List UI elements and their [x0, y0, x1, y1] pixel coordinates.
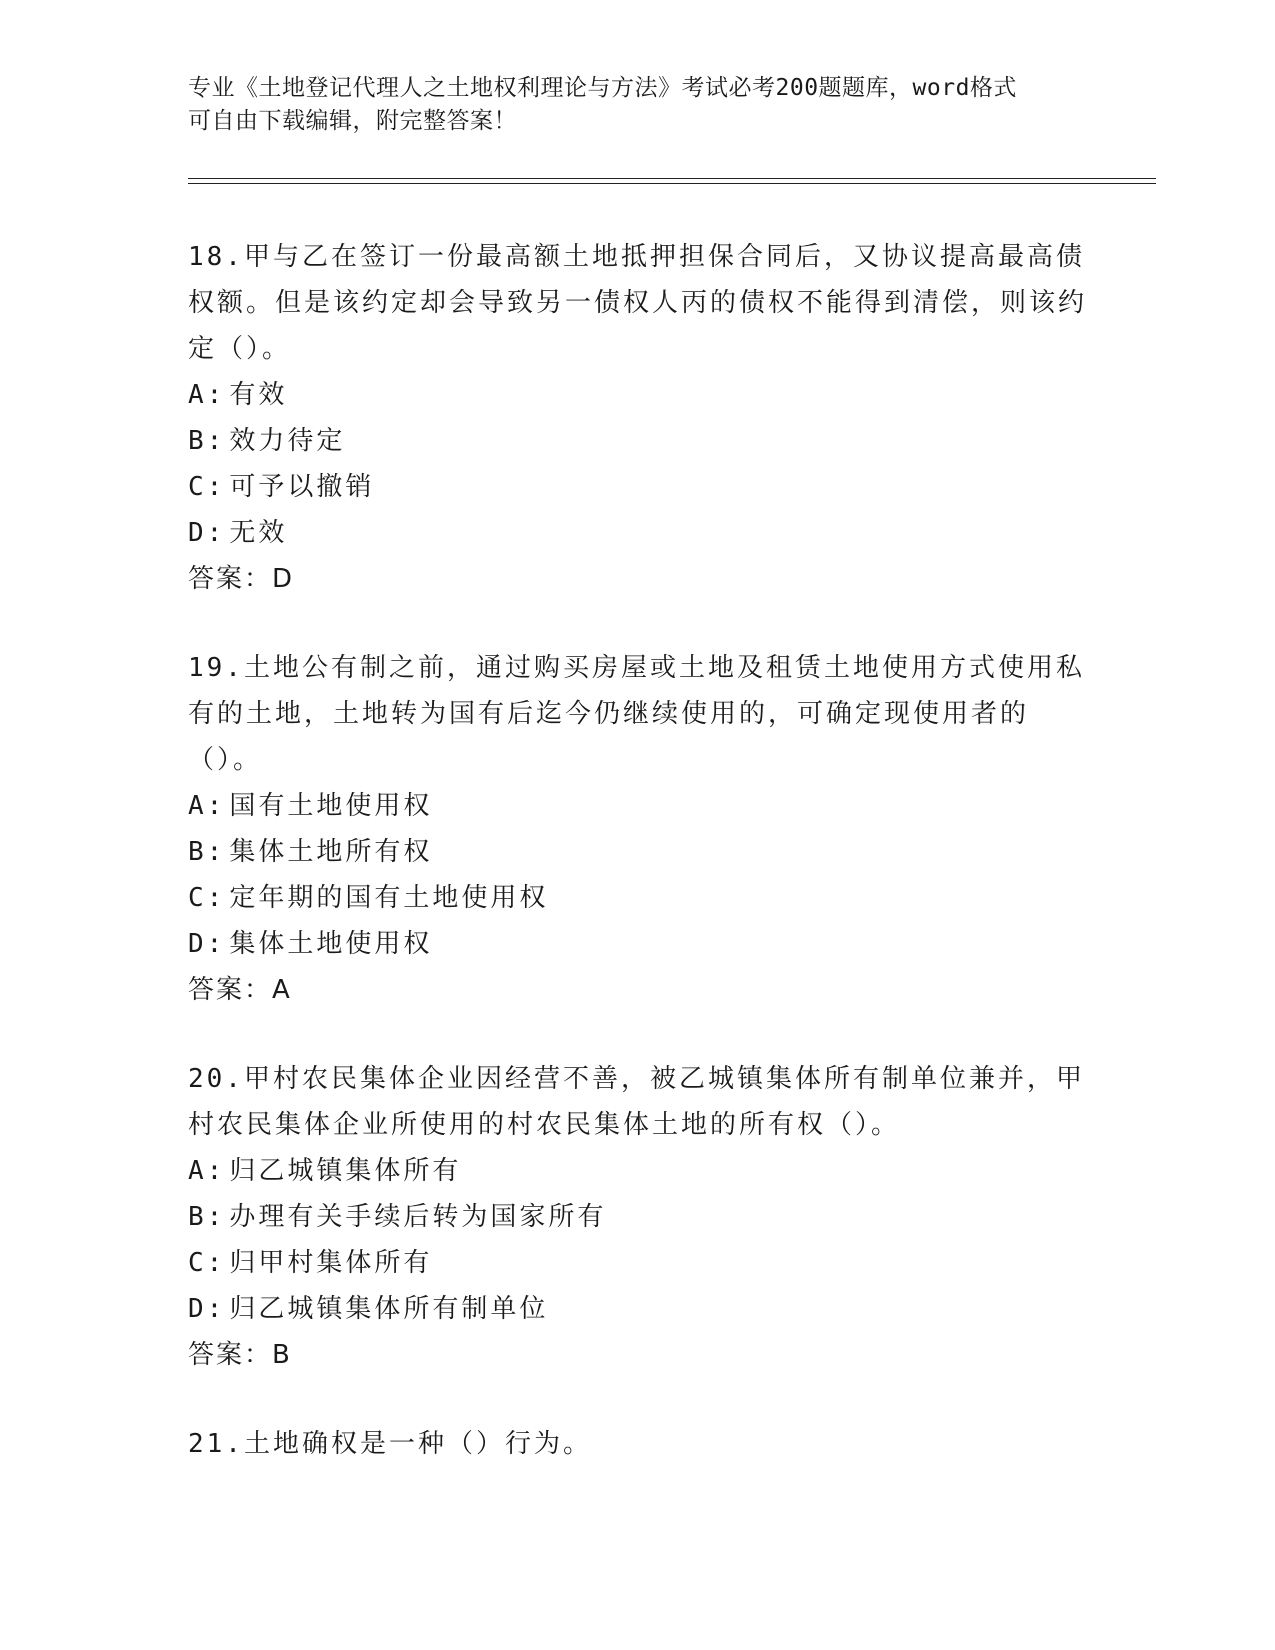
option-d	[188, 510, 1088, 556]
option-a	[188, 783, 1088, 829]
question-text: 19.土地公有制之前，通过购买房屋或土地及租赁土地使用方式使用私有的土地，土地转为国有后迄今仍继续使用的，可确定现使用者的（）。	[188, 653, 1085, 775]
option-letter: C:	[188, 883, 226, 913]
option-text: 有效	[229, 380, 288, 410]
option-a	[188, 372, 1088, 418]
question-text: 21.土地确权是一种（）行为。	[188, 1429, 592, 1459]
option-letter: B:	[188, 1202, 226, 1232]
option-b	[188, 829, 1088, 875]
option-d	[188, 921, 1088, 967]
option-text: 归乙城镇集体所有	[229, 1156, 462, 1186]
header-line-2: 可自由下载编辑，附完整答案！	[188, 108, 517, 134]
option-d	[188, 1286, 1088, 1332]
answer: 答案：A	[188, 975, 292, 1005]
option-a	[188, 1148, 1088, 1194]
option-c	[188, 875, 1088, 921]
option-text: 可予以撤销	[229, 472, 375, 502]
option-letter: D:	[188, 518, 226, 548]
option-text: 集体土地所有权	[229, 837, 433, 867]
option-text: 国有土地使用权	[229, 791, 433, 821]
option-text: 办理有关手续后转为国家所有	[229, 1202, 607, 1232]
option-text: 归乙城镇集体所有制单位	[229, 1294, 549, 1324]
option-letter: A:	[188, 791, 226, 821]
answer: 答案：B	[188, 1340, 292, 1370]
question-text: 18.甲与乙在签订一份最高额土地抵押担保合同后，又协议提高最高债权额。但是该约定却会导致另一债权人丙的债权不能得到清偿，则该约定（）。	[188, 242, 1088, 364]
option-b	[188, 418, 1088, 464]
option-letter: B:	[188, 837, 226, 867]
option-text: 无效	[229, 518, 288, 548]
option-text: 效力待定	[229, 426, 346, 456]
document-header	[188, 72, 1088, 138]
header-line-1: 专业《土地登记代理人之土地权利理论与方法》考试必考200题题库，word格式	[188, 75, 1017, 101]
question-text: 20.甲村农民集体企业因经营不善，被乙城镇集体所有制单位兼并，甲村农民集体企业所使用的村农民集体土地的所有权（）。	[188, 1064, 1085, 1140]
question-18	[188, 234, 1088, 602]
option-letter: D:	[188, 929, 226, 959]
option-letter: B:	[188, 426, 226, 456]
option-c	[188, 464, 1088, 510]
question-20	[188, 1056, 1088, 1378]
option-letter: C:	[188, 1248, 226, 1278]
option-text: 归甲村集体所有	[229, 1248, 433, 1278]
question-21	[188, 1421, 1088, 1467]
answer: 答案：D	[188, 564, 295, 594]
option-letter: D:	[188, 1294, 226, 1324]
option-letter: A:	[188, 380, 226, 410]
option-text: 定年期的国有土地使用权	[229, 883, 549, 913]
option-letter: A:	[188, 1156, 226, 1186]
option-b	[188, 1194, 1088, 1240]
option-text: 集体土地使用权	[229, 929, 433, 959]
header-divider-bottom	[188, 183, 1156, 184]
header-divider-top	[188, 178, 1156, 179]
option-c	[188, 1240, 1088, 1286]
question-19	[188, 645, 1088, 1013]
option-letter: C:	[188, 472, 226, 502]
